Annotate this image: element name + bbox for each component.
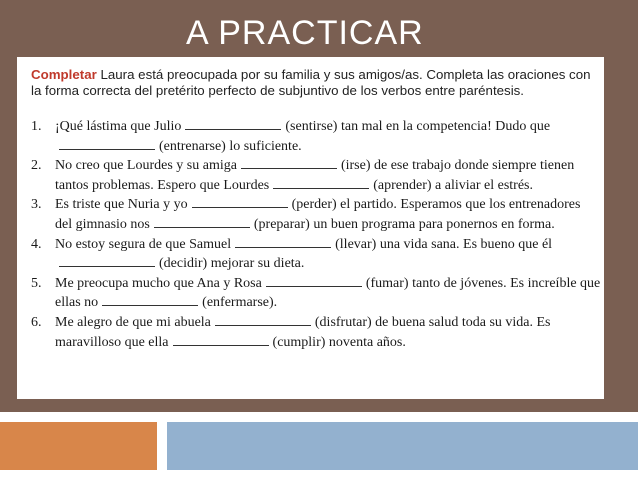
item-text: (aprender) a aliviar el estrés. — [373, 177, 533, 193]
footer-bar-orange — [0, 422, 157, 470]
answer-blank[interactable] — [102, 293, 198, 306]
item-text: Me alegro de que mi abuela — [55, 314, 211, 330]
exercise-label: Completar — [31, 67, 97, 82]
list-item — [31, 117, 601, 156]
item-text: Me preocupa mucho que Ana y Rosa — [55, 275, 262, 291]
item-number: 2. — [31, 158, 42, 174]
footer-bar-blue — [167, 422, 638, 470]
item-number: 3. — [31, 197, 42, 213]
answer-blank[interactable] — [154, 215, 250, 228]
answer-blank[interactable] — [273, 176, 369, 189]
item-text: (llevar) una vida sana. Es bueno que él — [335, 236, 553, 252]
item-number: 6. — [31, 314, 42, 330]
item-text: No creo que Lourdes y su amiga — [55, 158, 237, 174]
item-text: Es triste que Nuria y yo — [55, 197, 188, 213]
item-number: 4. — [31, 236, 42, 252]
answer-blank[interactable] — [59, 254, 155, 267]
answer-blank[interactable] — [235, 235, 331, 248]
answer-blank[interactable] — [173, 333, 269, 346]
list-item — [31, 195, 601, 234]
answer-blank[interactable] — [266, 274, 362, 287]
exercise-instructions — [31, 67, 596, 99]
item-text: (preparar) un buen programa para ponernos en forma. — [253, 216, 555, 232]
item-text: ¡Qué lástima que Julio — [55, 119, 182, 134]
exercise-panel — [17, 57, 604, 399]
answer-blank[interactable] — [192, 195, 288, 208]
item-text: (decidir) mejorar su dieta. — [159, 256, 305, 272]
item-text: (cumplir) noventa años. — [272, 334, 406, 350]
list-item — [31, 313, 601, 352]
exercise-items — [31, 117, 601, 352]
instructions-text: Laura está preocupada por su familia y sus amigos/as. Completa las oraciones con la forma correcta del pretérito perfecto de subjuntivo de los verbos entre paréntesis. — [31, 67, 591, 98]
answer-blank[interactable] — [241, 156, 337, 169]
answer-blank[interactable] — [215, 313, 311, 326]
item-text: (fumar) tanto de jóvenes. Es increíble que ellas no — [55, 275, 601, 311]
item-text: (sentirse) tan mal en la competencia! Dudo que — [285, 119, 551, 134]
list-item — [31, 156, 601, 195]
answer-blank[interactable] — [59, 137, 155, 150]
item-number: 1. — [31, 119, 42, 134]
item-text: (disfrutar) de buena salud toda su vida. Es maravilloso que ella — [55, 314, 551, 350]
slide-title: A PRACTICAR — [186, 14, 424, 52]
item-number: 5. — [31, 275, 42, 291]
answer-blank[interactable] — [185, 117, 281, 130]
item-text: (enfermarse). — [202, 295, 278, 311]
list-item — [31, 274, 601, 313]
item-text: (irse) de ese trabajo donde siempre tienen tantos problemas. Espero que Lourdes — [55, 158, 575, 193]
item-text: (entrenarse) lo suficiente. — [159, 138, 302, 154]
list-item — [31, 235, 601, 274]
item-text: (perder) el partido. Esperamos que los entrenadores del gimnasio nos — [55, 197, 581, 232]
item-text: No estoy segura de que Samuel — [55, 236, 232, 252]
